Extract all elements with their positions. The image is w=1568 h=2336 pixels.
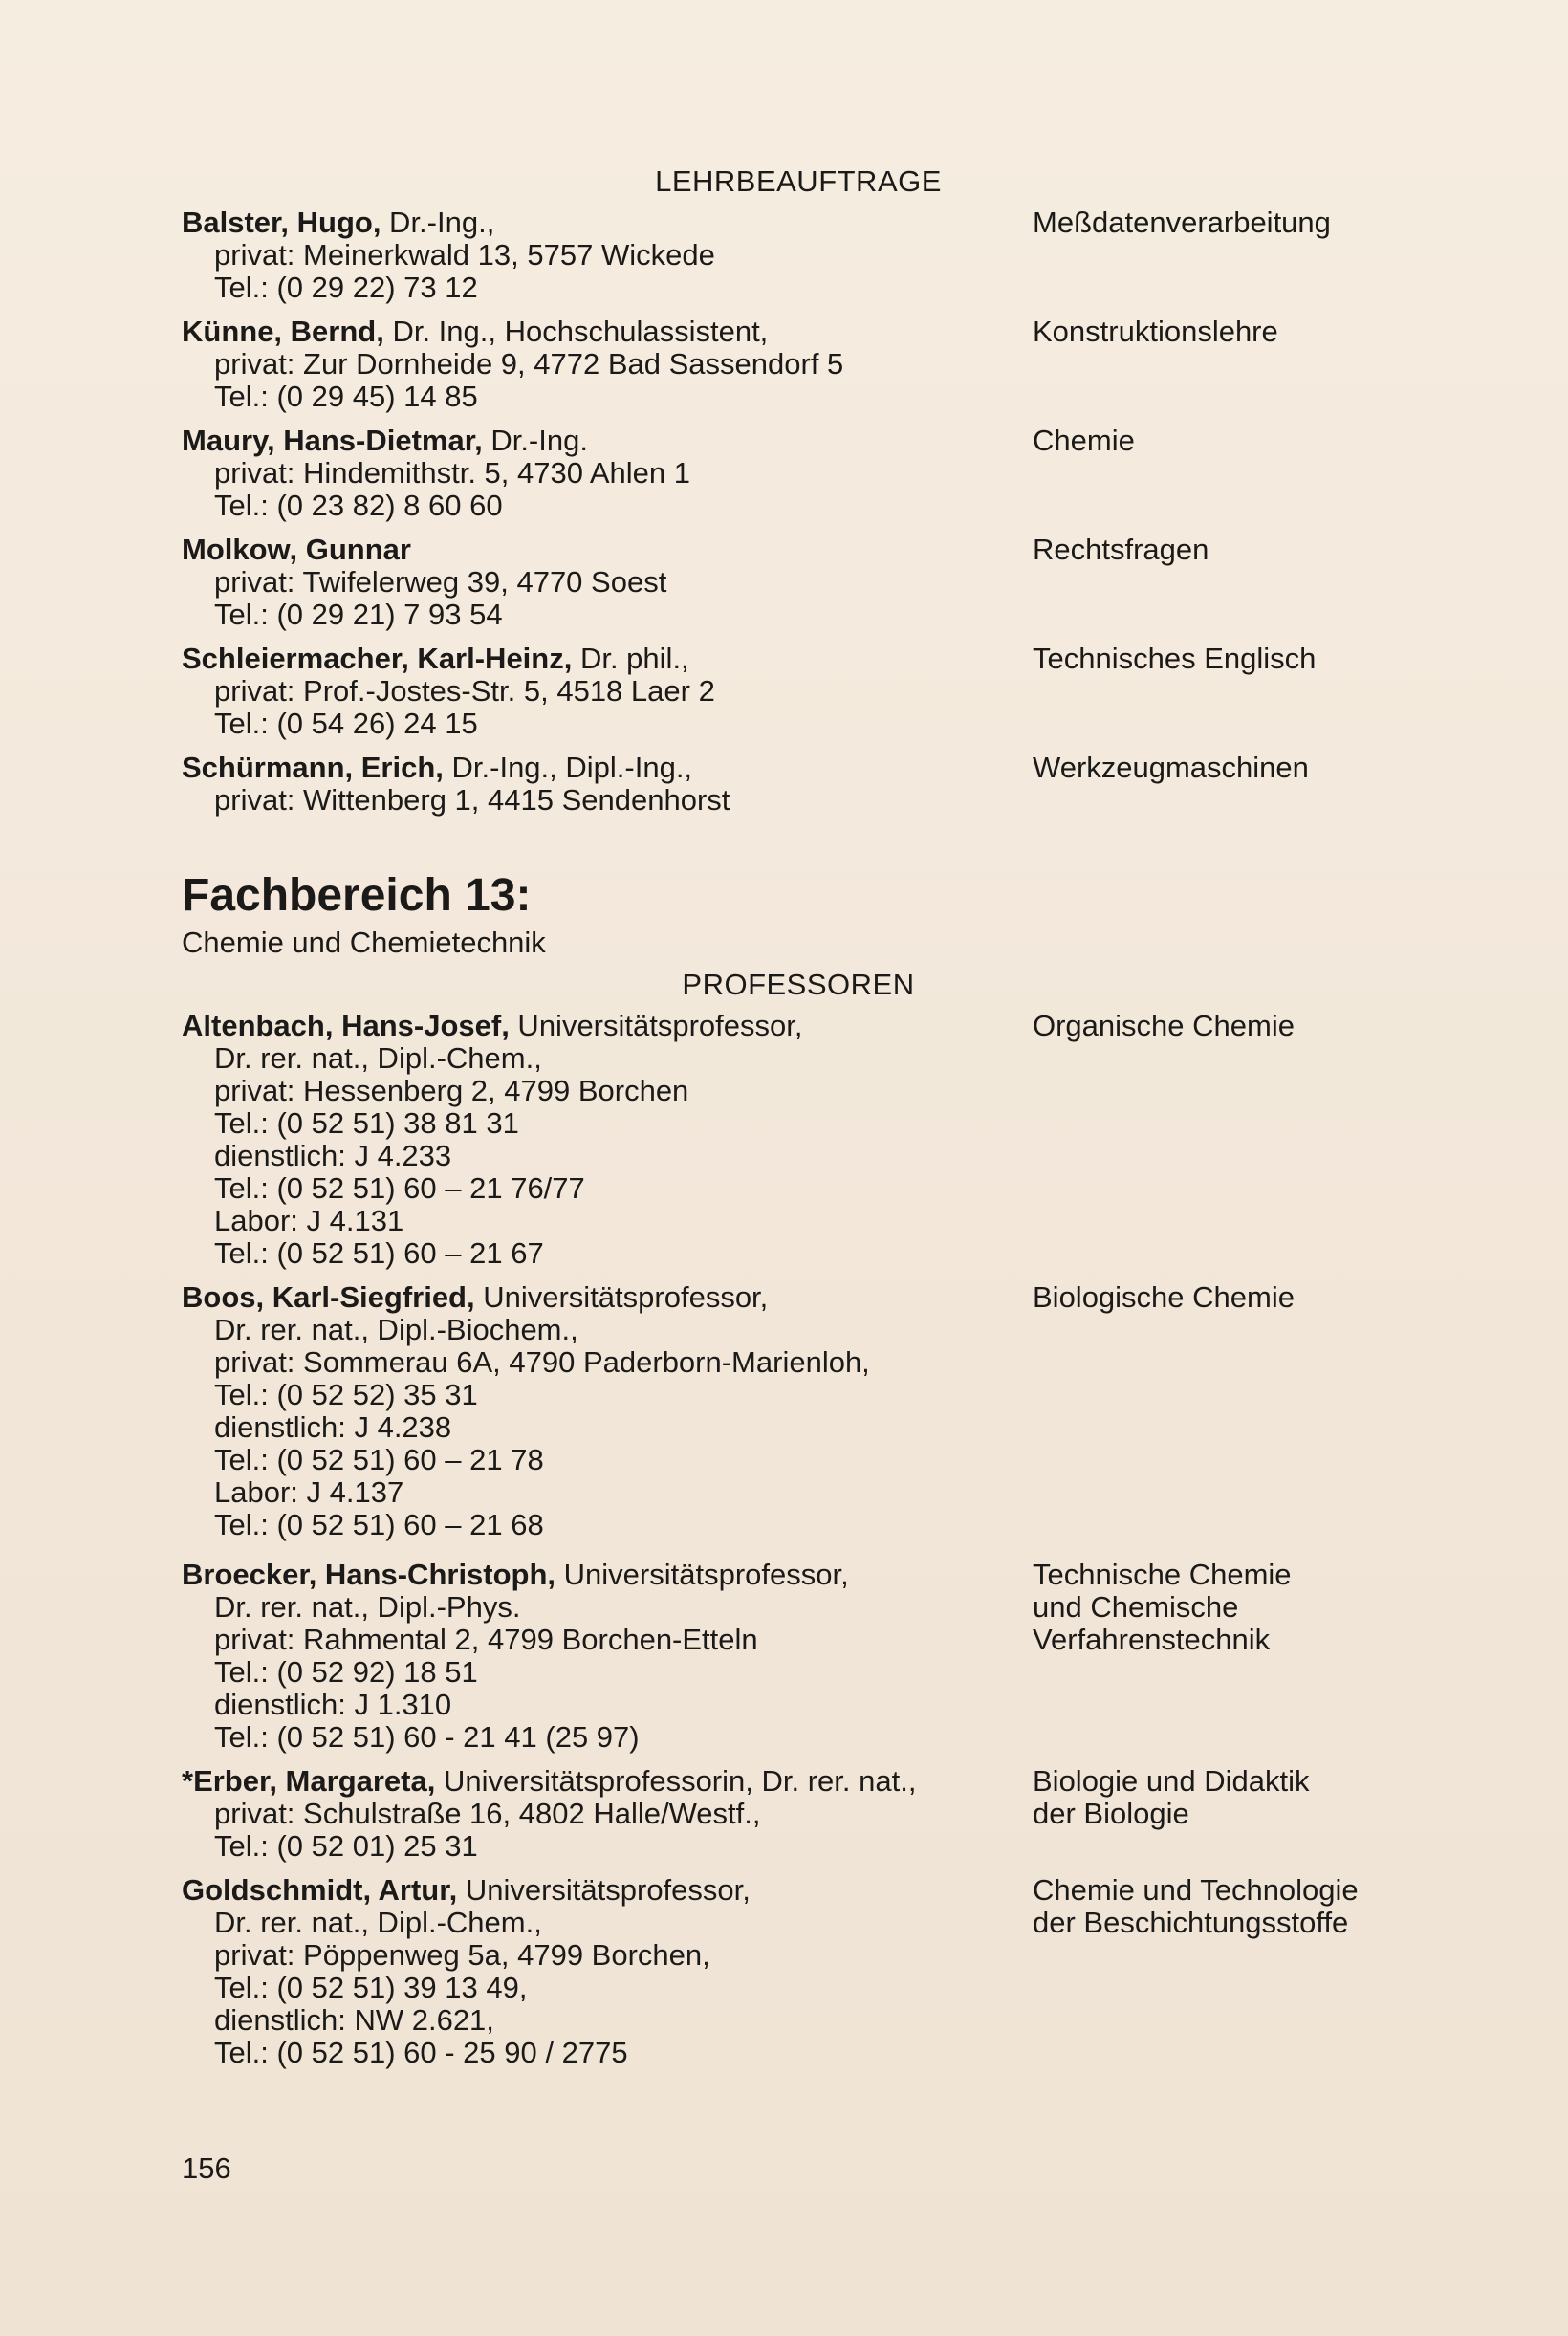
person-detail-line: privat: Sommerau 6A, 4790 Paderborn-Marienloh, [214,1345,870,1379]
person-first-line [182,1874,1004,1907]
person-title: Universitätsprofessor, [457,1873,751,1907]
subject-area [1033,1281,1415,1314]
person-detail-line: Dr. rer. nat., Dipl.-Biochem., [214,1313,578,1346]
person-block [182,1765,1004,1863]
person-first-line [182,207,1004,239]
person-block [182,752,1004,817]
subject-line: Konstruktionslehre [1033,315,1278,348]
person-block [182,643,1004,740]
person-first-line [182,1281,1004,1314]
subject-line: Rechtsfragen [1033,533,1209,566]
person-detail-line: privat: Pöppenweg 5a, 4799 Borchen, [214,1938,710,1972]
lehrbeauftragte-list [182,207,1415,817]
person-detail-line: Labor: J 4.137 [214,1475,404,1509]
directory-entry [182,425,1415,522]
person-detail-line: Tel.: (0 52 51) 38 81 31 [214,1106,519,1140]
person-detail-line: Tel.: (0 52 52) 35 31 [214,1378,478,1411]
directory-entry [182,1010,1415,1270]
person-name: Schürmann, Erich, [182,751,444,784]
subject-area [1033,534,1415,566]
person-name: Goldschmidt, Artur, [182,1873,458,1907]
person-detail-line: Tel.: (0 52 51) 60 – 21 67 [214,1236,544,1270]
person-detail-line: Tel.: (0 52 51) 60 – 21 78 [214,1443,544,1476]
subject-line: Technische Chemie [1033,1558,1292,1591]
professoren-list [182,1010,1415,2069]
person-first-line [182,534,1004,566]
subject-line: und Chemische [1033,1590,1239,1624]
subject-area [1033,1874,1415,1939]
subject-area [1033,1765,1415,1830]
person-first-line [182,752,1004,784]
person-title: Universitätsprofessor, [474,1280,769,1314]
person-block [182,1559,1004,1754]
person-name: Boos, Karl-Siegfried, [182,1280,475,1314]
subject-line: Verfahrenstechnik [1033,1623,1271,1656]
fachbereich-subtitle: Chemie und Chemietechnik [182,926,546,959]
person-detail-line: privat: Hessenberg 2, 4799 Borchen [214,1074,689,1107]
person-detail-line: dienstlich: J 4.233 [214,1139,452,1172]
person-name: Broecker, Hans-Christoph, [182,1558,556,1591]
person-block [182,1010,1004,1270]
person-block [182,1874,1004,2069]
directory-entry [182,1559,1415,1754]
subject-area [1033,425,1415,457]
professoren-heading: PROFESSOREN [682,968,915,1001]
person-detail-line: Tel.: (0 29 45) 14 85 [214,380,478,413]
page-number: 156 [182,2151,231,2185]
person-block [182,534,1004,631]
subject-line: der Biologie [1033,1797,1189,1830]
person-name: Maury, Hans-Dietmar, [182,424,483,457]
subject-line: Biologie und Didaktik [1033,1764,1310,1798]
directory-entry [182,1765,1415,1863]
directory-entry [182,752,1415,817]
person-detail-line: privat: Twifelerweg 39, 4770 Soest [214,565,667,599]
directory-entry [182,316,1415,413]
person-detail-line: dienstlich: J 4.238 [214,1410,452,1444]
person-detail-line: Labor: J 4.131 [214,1204,404,1237]
person-detail-line: Tel.: (0 54 26) 24 15 [214,707,478,740]
person-name: Schleiermacher, Karl-Heinz, [182,642,573,675]
person-first-line [182,425,1004,457]
person-title: Dr.-Ing., [381,206,495,239]
person-detail-line: privat: Meinerkwald 13, 5757 Wickede [214,238,715,272]
directory-entry [182,1874,1415,2069]
person-detail-line: dienstlich: NW 2.621, [214,2003,494,2037]
lehrbeauftragte-heading: LEHRBEAUFTRAGE [655,164,942,198]
person-title: Universitätsprofessor, [509,1009,803,1042]
subject-line: Meßdatenverarbeitung [1033,206,1331,239]
subject-area [1033,1559,1415,1656]
person-detail-line: Dr. rer. nat., Dipl.-Chem., [214,1041,542,1075]
person-detail-line: privat: Wittenberg 1, 4415 Sendenhorst [214,783,730,817]
person-name: Molkow, Gunnar [182,533,411,566]
person-detail-line: Tel.: (0 52 51) 60 – 21 68 [214,1508,544,1541]
person-block [182,316,1004,413]
person-title: Dr. phil., [572,642,689,675]
person-detail-line: Tel.: (0 52 01) 25 31 [214,1829,478,1863]
person-detail-line: Tel.: (0 52 92) 18 51 [214,1655,478,1689]
subject-line: der Beschichtungsstoffe [1033,1906,1349,1939]
subject-line: Werkzeugmaschinen [1033,751,1309,784]
subject-area [1033,1010,1415,1042]
person-first-line [182,1765,1004,1798]
subject-line: Chemie und Technologie [1033,1873,1359,1907]
person-detail-line: Tel.: (0 52 51) 39 13 49, [214,1971,528,2004]
person-detail-line: Tel.: (0 29 21) 7 93 54 [214,598,503,631]
person-name: Künne, Bernd, [182,315,384,348]
subject-area [1033,316,1415,348]
subject-line: Biologische Chemie [1033,1280,1295,1314]
person-name: Balster, Hugo, [182,206,381,239]
person-detail-line: privat: Prof.-Jostes-Str. 5, 4518 Laer 2 [214,674,715,708]
person-name: Altenbach, Hans-Josef, [182,1009,510,1042]
person-title: Dr. Ing., Hochschulassistent, [383,315,769,348]
subject-line: Organische Chemie [1033,1009,1295,1042]
person-first-line [182,316,1004,348]
person-detail-line: Tel.: (0 23 82) 8 60 60 [214,489,503,522]
person-detail-line: Tel.: (0 29 22) 73 12 [214,271,478,304]
directory-entry [182,1281,1415,1541]
person-title: Universitätsprofessor, [555,1558,849,1591]
person-first-line [182,1559,1004,1591]
person-title: Dr.-Ing. [482,424,588,457]
person-block [182,1281,1004,1541]
person-block [182,207,1004,304]
person-detail-line: privat: Zur Dornheide 9, 4772 Bad Sassendorf 5 [214,347,844,381]
subject-area [1033,752,1415,784]
subject-area [1033,207,1415,239]
person-detail-line: Tel.: (0 52 51) 60 - 21 41 (25 97) [214,1720,640,1754]
person-detail-line: privat: Schulstraße 16, 4802 Halle/Westf., [214,1797,761,1830]
directory-entry [182,643,1415,740]
person-detail-line: Dr. rer. nat., Dipl.-Phys. [214,1590,521,1624]
fachbereich-title: Fachbereich 13: [182,870,532,921]
person-name: *Erber, Margareta, [182,1764,436,1798]
subject-line: Chemie [1033,424,1135,457]
person-detail-line: Tel.: (0 52 51) 60 - 25 90 / 2775 [214,2036,628,2069]
person-detail-line: Dr. rer. nat., Dipl.-Chem., [214,1906,542,1939]
person-title: Dr.-Ing., Dipl.-Ing., [443,751,693,784]
person-detail-line: Tel.: (0 52 51) 60 – 21 76/77 [214,1171,585,1205]
directory-content [182,163,1415,2081]
directory-entry [182,534,1415,631]
person-block [182,425,1004,522]
person-detail-line: dienstlich: J 1.310 [214,1688,452,1721]
person-first-line [182,1010,1004,1042]
person-detail-line: privat: Hindemithstr. 5, 4730 Ahlen 1 [214,456,691,490]
subject-area [1033,643,1415,675]
person-title: Universitätsprofessorin, Dr. rer. nat., [435,1764,917,1798]
person-detail-line: privat: Rahmental 2, 4799 Borchen-Etteln [214,1623,758,1656]
subject-line: Technisches Englisch [1033,642,1317,675]
directory-entry [182,207,1415,304]
person-first-line [182,643,1004,675]
